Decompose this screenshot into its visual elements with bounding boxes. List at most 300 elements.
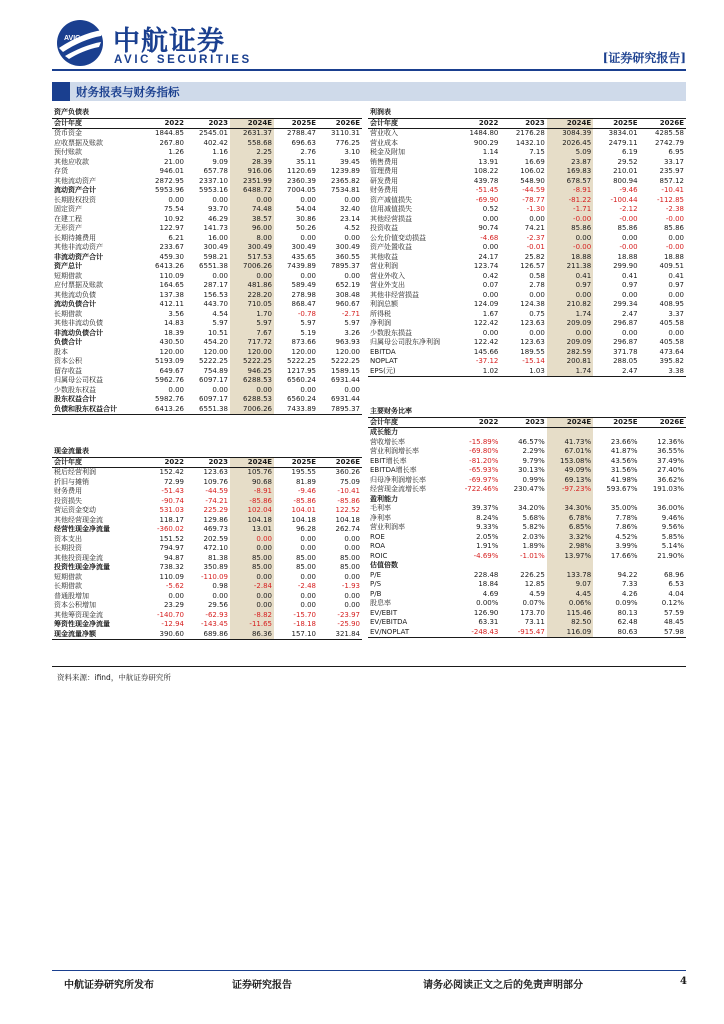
row-value: 0.99% [522,475,545,484]
column-header-year: 2024E [547,417,593,428]
table-row [52,158,362,168]
table-row [368,262,686,272]
row-value: 120.00 [230,348,274,358]
row-value: 4.54 [212,309,228,318]
row-value: 689.86 [186,630,230,640]
section-header [52,82,686,101]
row-label: 应付票据及账款 [54,281,103,289]
row-value: -143.45 [200,620,228,628]
row-value: 710.05 [230,300,274,310]
row-value: -2.12 [619,205,638,213]
row-value: 402.42 [203,138,228,147]
row-value: 900.29 [473,138,499,147]
row-value: 3.37 [668,309,684,318]
table-row [52,338,362,348]
row-value: 0.00 [230,196,274,206]
row-value: 0.97 [621,281,638,289]
row-value: -1.93 [341,582,360,590]
row-value: 2.47 [593,367,639,377]
row-value: 439.78 [473,176,499,185]
row-label: 营业利润 [370,262,398,270]
row-value: 0.00 [668,233,684,242]
row-value: 531.03 [159,506,184,514]
row-value: 202.59 [203,534,228,543]
row-value: 3.32% [547,533,593,543]
row-value: 6097.17 [199,376,228,384]
empty-cell [454,561,500,571]
row-value: 85.86 [663,224,684,232]
row-value: 104.18 [230,516,274,526]
row-value: 120.00 [291,347,316,356]
row-label: P/B [370,589,382,598]
empty-cell [454,428,500,438]
row-value: -2.84 [230,582,274,592]
row-value: 0.00 [230,544,274,554]
row-value: 137.38 [159,290,184,299]
row-value: 296.87 [613,338,638,346]
row-value: 235.97 [659,167,684,175]
row-value: 0.00 [344,195,360,204]
row-value: 5.19 [300,328,316,337]
row-label: 其他非经营损益 [370,290,419,299]
table-row [368,523,686,533]
row-value: 5.85% [661,532,684,541]
footer-publisher: 中航证券研究所发布 [64,980,154,991]
table-row [52,582,362,592]
row-value: 72.99 [163,477,184,486]
row-value: 408.95 [659,300,684,308]
column-header-year: 2022 [142,118,186,129]
row-value: -85.86 [230,497,274,507]
row-value: -90.74 [161,496,184,505]
row-value: 4.59 [529,589,545,598]
row-value: 2.78 [529,281,545,289]
row-value: 18.88 [617,252,638,261]
row-value: 1239.89 [331,167,360,175]
row-value: 6551.38 [199,262,228,270]
row-value: 13.91 [478,157,499,166]
row-value: 5.09 [547,148,593,158]
row-value: 94.22 [617,570,638,579]
row-label: EV/NOPLAT [368,628,454,638]
row-value: 124.38 [520,300,545,308]
row-value: 63.31 [478,618,499,626]
row-value: 435.65 [291,252,316,261]
table-row [52,243,362,253]
row-label: 其他收益 [370,252,398,261]
table-row [368,533,686,543]
table-row [368,438,686,448]
row-value: 228.20 [230,291,274,301]
row-label: 其他投资现金流 [54,553,103,562]
row-label: 少数股东权益 [54,385,96,394]
row-label: 非流动资产合计 [54,252,103,261]
row-value: 18.88 [547,253,593,263]
row-value: 2176.28 [515,129,545,137]
row-value: -1.71 [547,205,593,215]
table-row [52,376,362,386]
row-label: 流动负债合计 [54,300,96,308]
table-row [52,357,362,367]
row-value: 9.09 [212,157,228,166]
row-value: 0.00 [168,591,184,600]
row-value: 308.48 [335,290,360,299]
row-value: 2337.10 [199,176,228,185]
row-value: -0.78 [297,309,316,318]
table-title: 利润表 [370,108,391,116]
row-label: 普通股增加 [54,591,89,600]
row-value: 1.16 [212,148,228,156]
row-value: 85.86 [547,224,593,234]
section-title: 财务报表与财务指标 [76,85,180,99]
row-value: 152.42 [159,468,184,476]
row-value: 409.51 [659,262,684,270]
table-row [52,367,362,377]
row-value: 0.00 [300,385,316,394]
svg-text:AVIC: AVIC [64,35,81,42]
row-value: 6288.53 [230,376,274,386]
row-value: 200.81 [547,357,593,367]
column-header-label: 会计年度 [52,457,142,468]
table-row [368,205,686,215]
column-header-year: 2024E [547,118,593,129]
row-label: 利润总额 [370,300,398,308]
row-value: 0.97 [668,281,684,289]
row-value: -85.86 [337,496,360,505]
row-value: 21.00 [163,157,184,166]
row-value: 1.26 [168,148,184,156]
row-label: 营运资金变动 [54,506,96,514]
row-value: 3.99% [615,542,638,550]
table-row [368,253,686,263]
row-value: 0.00 [300,271,316,280]
row-value: 85.00 [230,554,274,564]
row-value: 115.46 [547,609,593,619]
row-value: 0.00 [344,591,360,600]
column-header-year: 2025E [274,118,318,129]
row-value: -62.93 [205,610,228,619]
row-value: 85.00 [230,563,274,573]
row-value: 300.49 [230,243,274,253]
column-header-label: 会计年度 [52,118,142,129]
row-value: -8.91 [230,487,274,497]
row-value: 0.09% [615,599,638,607]
row-value: 23.29 [163,601,184,609]
row-value: 548.90 [520,176,545,185]
row-value: 5.97 [300,319,316,327]
row-value: 350.89 [203,563,228,571]
row-label: 毛利率 [370,504,391,512]
row-value: 946.25 [230,367,274,377]
row-value: 50.26 [295,224,316,232]
ratio-group-row [368,495,686,505]
row-value: -0.00 [619,214,638,223]
row-value: 0.97 [547,281,593,291]
row-value: 124.09 [473,300,499,308]
table-row [52,234,362,244]
table-row [52,497,362,507]
row-value: -69.80% [469,447,499,455]
ratio-group-label: 盈利能力 [370,494,398,503]
row-label: 营业利润增长率 [370,447,419,455]
row-value: 395.82 [659,357,684,365]
row-value: 1.14 [482,148,499,156]
row-value: 454.20 [203,338,228,346]
row-value: 5.97 [230,319,274,329]
row-label: 其他经营损益 [370,214,412,223]
row-label: 销售费用 [370,157,398,166]
row-value: 7534.81 [331,186,360,194]
row-value: 517.53 [230,253,274,263]
row-label: 股本 [54,347,68,356]
row-value: 4.52 [344,224,360,232]
row-value: 230.47% [513,485,545,493]
row-value: 7.86% [615,523,638,531]
row-value: 106.02 [520,167,545,175]
row-value: 123.63 [520,319,545,327]
row-label: 预付账款 [54,148,82,156]
row-value: -11.65 [230,620,274,630]
table-row [368,618,686,628]
row-value: 35.00% [610,504,638,512]
column-header-year: 2022 [142,457,186,468]
table-row [368,571,686,581]
row-value: 3110.31 [331,129,360,137]
page-number: 4 [680,976,687,987]
row-value: 963.93 [335,338,360,346]
row-value: -97.23% [547,485,593,495]
row-value: 2.25 [230,148,274,158]
empty-cell [500,495,546,505]
row-label: P/E [370,570,382,579]
row-value: 32.40 [339,205,360,213]
row-value: 110.09 [159,572,184,581]
column-header-year: 2026E [640,118,686,129]
row-value: 48.45 [663,618,684,626]
row-value: 472.10 [203,544,228,552]
row-value: 75.09 [339,477,360,486]
row-value: -0.00 [619,243,638,251]
row-value: 0.00 [344,534,360,543]
table-title-row [368,407,686,417]
row-value: 102.04 [230,506,274,516]
row-value: 18.88 [663,252,684,261]
row-value: 873.66 [291,338,316,346]
row-value: 75.54 [163,205,184,213]
table-row [52,525,362,535]
row-label: 经营性现金净流量 [54,525,110,533]
row-label: 营业成本 [370,138,398,147]
row-label: 税金及附加 [370,148,405,156]
row-label: 归属母公司股东净利润 [370,338,440,346]
row-value: 85.86 [617,224,638,232]
row-value: 652.19 [335,281,360,289]
row-value: 74.21 [524,224,545,232]
table-row [368,447,686,457]
row-value: -4.69% [473,551,499,560]
row-value: 85.00 [295,553,316,562]
row-value: -110.09 [200,572,228,581]
row-value: 0.42 [482,271,499,280]
row-label: 营业外支出 [370,281,405,289]
row-value: 4.45 [547,590,593,600]
table-row [52,630,362,640]
row-value: 0.98 [212,582,228,590]
row-value: 0.00 [482,328,499,337]
row-value: 0.00 [230,573,274,583]
row-label: EBITDA [370,347,396,356]
row-label: 营收增长率 [370,437,405,446]
table-row [52,310,362,320]
row-value: 0.58 [529,271,545,280]
row-value: 717.72 [230,338,274,348]
row-value: 589.49 [291,281,316,289]
row-value: 85.00 [339,553,360,562]
row-value: 5222.25 [331,357,360,365]
row-label: 营业利润率 [370,523,405,531]
row-value: 6413.26 [142,405,186,415]
table-row [368,367,686,377]
table-row [368,158,686,168]
column-header-year: 2026E [640,417,686,428]
row-label: 财务费用 [54,487,82,495]
row-value: 390.60 [142,630,186,640]
row-value: 14.83 [163,319,184,327]
table-row [52,253,362,263]
row-value: -81.20% [469,456,499,465]
row-value: 6551.38 [186,405,230,415]
row-value: 9.07 [547,580,593,590]
row-value: 649.67 [159,366,184,375]
row-value: 657.78 [203,167,228,175]
row-value: 157.10 [274,630,318,640]
row-value: 30.13% [518,466,545,474]
row-value: 2.03% [522,532,545,541]
table-row [368,357,686,367]
row-value: -51.45 [475,186,499,194]
empty-cell [640,428,686,438]
row-value: 0.00 [344,271,360,280]
row-value: 93.70 [207,205,228,213]
row-value: 86.36 [230,630,274,640]
row-value: 288.05 [613,357,638,365]
row-value: 6931.44 [331,395,360,403]
row-value: 145.66 [473,347,499,356]
row-value: 405.58 [659,319,684,327]
row-value: 6.21 [168,233,184,242]
source-divider [52,666,686,667]
column-header-year: 2025E [274,457,318,468]
row-value: 0.00 [547,291,593,301]
row-label: 无形资产 [54,224,82,232]
row-value: 105.76 [230,468,274,478]
row-value: 0.00 [168,195,184,204]
row-value: 80.13 [617,608,638,617]
table-row [368,338,686,348]
row-label: 营业外收入 [370,271,405,280]
row-value: 23.14 [339,214,360,223]
table-row [368,139,686,149]
row-label: 资本支出 [54,534,82,543]
row-value: 122.52 [335,506,360,514]
row-value: 0.00 [212,591,228,600]
row-value: -0.00 [665,243,684,251]
row-value: 0.00 [344,601,360,609]
row-value: 90.68 [230,478,274,488]
row-value: 5193.09 [155,357,184,365]
footer-divider [52,970,686,971]
row-label: 短期借款 [54,572,82,581]
row-value: 18.39 [163,328,184,337]
row-value: 7.33 [621,580,638,588]
table-row [52,620,362,630]
row-value: 116.09 [547,628,593,638]
row-value: 6.53 [668,580,684,588]
table-row [52,319,362,329]
row-value: 1844.85 [155,129,184,137]
row-value: 469.73 [203,525,228,533]
row-value: 0.00 [300,572,316,581]
row-value: 16.69 [524,157,545,166]
row-label: EPS(元) [368,367,454,377]
table-row [368,329,686,339]
table-row [368,466,686,476]
row-value: 1120.69 [287,167,316,175]
row-value: 738.32 [159,563,184,571]
row-value: 228.48 [473,570,499,579]
table-row [52,395,362,405]
row-value: 0.07 [482,281,499,289]
row-label: 投资收益 [370,224,398,232]
row-value: 6097.17 [199,395,228,403]
row-value: 5982.76 [155,395,184,403]
row-value: 69.13% [547,476,593,486]
row-label: EV/EBIT [370,608,398,617]
row-label: 应收票据及账款 [54,138,103,147]
row-value: 209.09 [547,338,593,348]
logo-english-name: AVIC SECURITIES [114,54,252,66]
row-value: 120.00 [203,347,228,356]
table-row [52,535,362,545]
row-value: 6.95 [668,148,684,156]
row-value: 4.26 [621,589,638,598]
row-value: 29.56 [207,601,228,609]
row-value: 5962.76 [155,376,184,384]
row-value: 129.86 [203,515,228,524]
row-label: P/S [370,580,382,588]
row-label: 其他筹资现金流 [54,610,103,619]
row-value: -15.14 [522,357,545,365]
row-value: 360.55 [335,252,360,261]
row-value: 17.66% [610,551,638,560]
row-value: 38.57 [230,215,274,225]
table-row [52,281,362,291]
row-label: 资本公积 [54,357,82,365]
table-row [52,573,362,583]
row-value: -44.59 [522,186,545,194]
row-label: 投资损失 [54,496,82,505]
table-row [52,215,362,225]
row-value: 300.49 [203,243,228,251]
empty-cell [547,561,593,571]
row-value: 151.52 [159,534,184,543]
table-row [52,224,362,234]
table-row [368,599,686,609]
header-divider [52,69,686,71]
empty-cell [454,495,500,505]
row-value: 598.21 [203,252,228,261]
row-value: 96.28 [295,525,316,533]
